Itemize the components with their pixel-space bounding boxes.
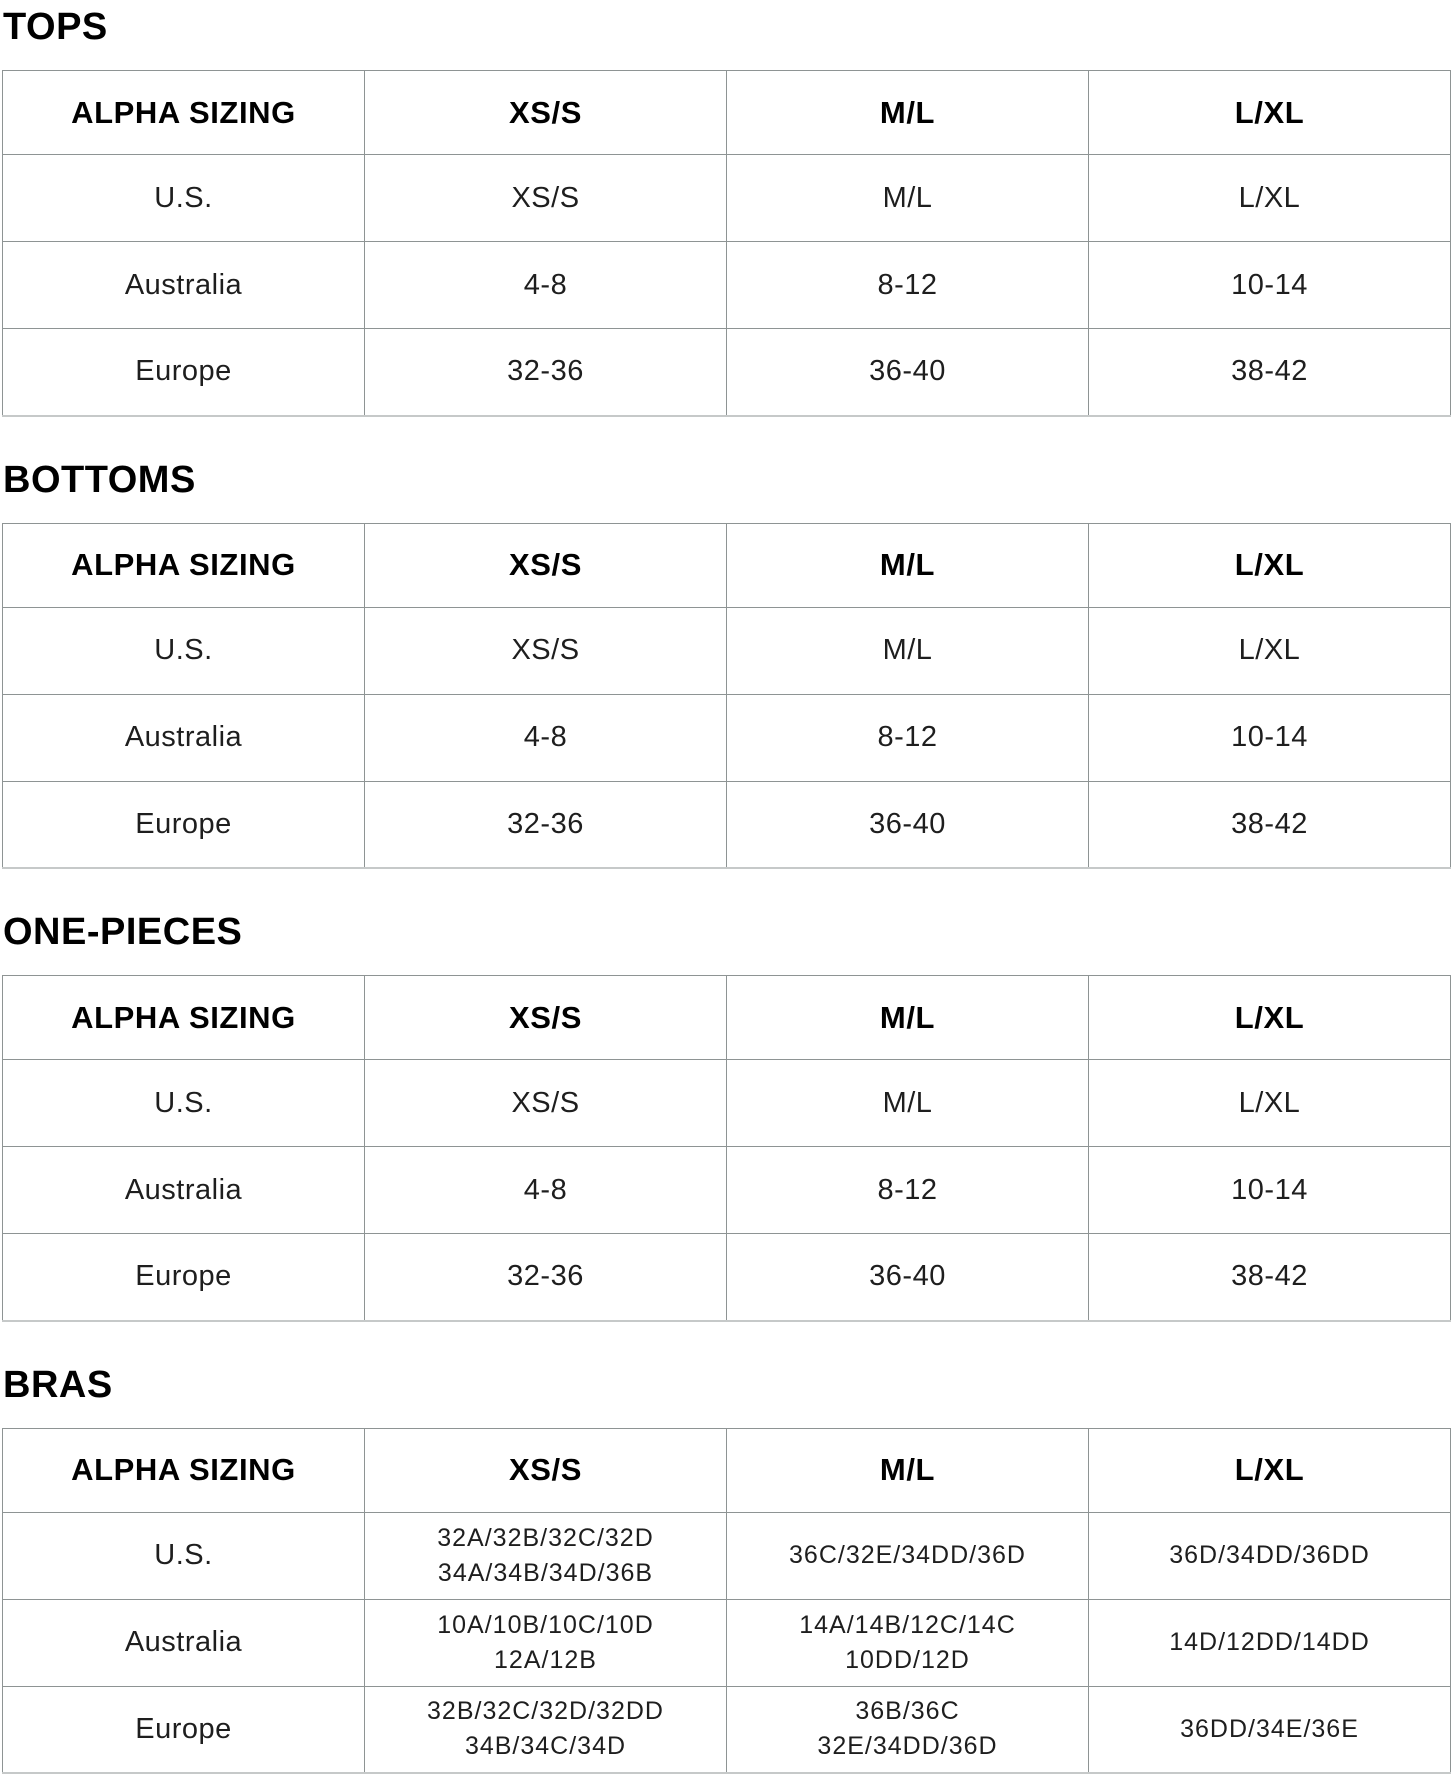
table-cell: 38-42 (1089, 329, 1451, 416)
table-header-row (3, 976, 1451, 1060)
section-bottoms (0, 459, 1451, 912)
column-header-alpha-sizing: ALPHA SIZING (3, 523, 365, 607)
section-bras (0, 1364, 1451, 1774)
table-cell: 4-8 (365, 694, 727, 781)
table-cell: 36-40 (727, 781, 1089, 868)
column-header-l-xl: L/XL (1089, 523, 1451, 607)
section-tops (0, 6, 1451, 459)
table-cell: 14D/12DD/14DD (1089, 1599, 1451, 1686)
section-title-bras: BRAS (0, 1364, 1451, 1406)
cell-line: 34B/34C/34D (365, 1729, 726, 1764)
column-header-xs-s: XS/S (365, 71, 727, 155)
row-label-europe: Europe (3, 1234, 365, 1321)
table-cell: 8-12 (727, 694, 1089, 781)
section-gap (0, 1322, 1451, 1364)
column-header-l-xl: L/XL (1089, 976, 1451, 1060)
cell-line: 12A/12B (365, 1643, 726, 1678)
table-row-europe (3, 1686, 1451, 1773)
table-cell (365, 1686, 727, 1773)
size-table-one-pieces (2, 975, 1451, 1322)
table-cell: L/XL (1089, 1060, 1451, 1147)
table-cell: 4-8 (365, 1147, 727, 1234)
table-row-australia (3, 1147, 1451, 1234)
table-cell: L/XL (1089, 155, 1451, 242)
section-title-tops: TOPS (0, 6, 1451, 48)
row-label-europe: Europe (3, 329, 365, 416)
cell-line: 34A/34B/34D/36B (365, 1556, 726, 1591)
section-title-one-pieces: ONE-PIECES (0, 911, 1451, 953)
table-cell (727, 1599, 1089, 1686)
table-row-europe (3, 329, 1451, 416)
table-cell: 38-42 (1089, 1234, 1451, 1321)
table-cell: 10-14 (1089, 242, 1451, 329)
table-cell (365, 1599, 727, 1686)
table-cell: 4-8 (365, 242, 727, 329)
column-header-alpha-sizing: ALPHA SIZING (3, 71, 365, 155)
table-cell: 8-12 (727, 242, 1089, 329)
column-header-xs-s: XS/S (365, 523, 727, 607)
table-cell: 38-42 (1089, 781, 1451, 868)
table-header-row (3, 71, 1451, 155)
row-label-australia: Australia (3, 1599, 365, 1686)
table-row-us (3, 1060, 1451, 1147)
table-cell: 32-36 (365, 1234, 727, 1321)
row-label-us: U.S. (3, 155, 365, 242)
row-label-us: U.S. (3, 1060, 365, 1147)
table-cell: 36-40 (727, 329, 1089, 416)
column-header-m-l: M/L (727, 71, 1089, 155)
cell-line: 32E/34DD/36D (727, 1729, 1088, 1764)
column-header-l-xl: L/XL (1089, 71, 1451, 155)
table-cell: 36-40 (727, 1234, 1089, 1321)
size-table-bras (2, 1428, 1451, 1774)
column-header-l-xl: L/XL (1089, 1428, 1451, 1512)
column-header-m-l: M/L (727, 976, 1089, 1060)
section-title-bottoms: BOTTOMS (0, 459, 1451, 501)
table-row-australia (3, 694, 1451, 781)
table-cell: 32-36 (365, 781, 727, 868)
table-cell: 8-12 (727, 1147, 1089, 1234)
table-row-australia (3, 1599, 1451, 1686)
table-row-us (3, 155, 1451, 242)
table-cell: 36C/32E/34DD/36D (727, 1512, 1089, 1599)
table-row-europe (3, 781, 1451, 868)
table-cell: XS/S (365, 155, 727, 242)
table-cell (365, 1512, 727, 1599)
table-header-row (3, 1428, 1451, 1512)
row-label-australia: Australia (3, 694, 365, 781)
table-cell: XS/S (365, 607, 727, 694)
cell-line: 10DD/12D (727, 1643, 1088, 1678)
column-header-m-l: M/L (727, 1428, 1089, 1512)
size-table-bottoms (2, 523, 1451, 870)
column-header-xs-s: XS/S (365, 1428, 727, 1512)
column-header-xs-s: XS/S (365, 976, 727, 1060)
row-label-australia: Australia (3, 242, 365, 329)
table-row-europe (3, 1234, 1451, 1321)
table-cell: M/L (727, 1060, 1089, 1147)
table-cell: L/XL (1089, 607, 1451, 694)
table-cell: M/L (727, 607, 1089, 694)
row-label-us: U.S. (3, 1512, 365, 1599)
column-header-m-l: M/L (727, 523, 1089, 607)
table-row-australia (3, 242, 1451, 329)
row-label-australia: Australia (3, 1147, 365, 1234)
table-cell (727, 1686, 1089, 1773)
cell-line: 36B/36C (727, 1694, 1088, 1729)
cell-line: 10A/10B/10C/10D (365, 1608, 726, 1643)
cell-line: 32A/32B/32C/32D (365, 1521, 726, 1556)
table-cell: 10-14 (1089, 694, 1451, 781)
table-cell: XS/S (365, 1060, 727, 1147)
table-row-us (3, 607, 1451, 694)
table-header-row (3, 523, 1451, 607)
row-label-us: U.S. (3, 607, 365, 694)
table-cell: 32-36 (365, 329, 727, 416)
cell-line: 32B/32C/32D/32DD (365, 1694, 726, 1729)
table-cell: 10-14 (1089, 1147, 1451, 1234)
section-one-pieces (0, 911, 1451, 1364)
size-table-tops (2, 70, 1451, 417)
row-label-europe: Europe (3, 1686, 365, 1773)
column-header-alpha-sizing: ALPHA SIZING (3, 976, 365, 1060)
section-gap (0, 417, 1451, 459)
table-cell: 36DD/34E/36E (1089, 1686, 1451, 1773)
table-cell: M/L (727, 155, 1089, 242)
table-row-us (3, 1512, 1451, 1599)
section-gap (0, 869, 1451, 911)
cell-line: 14A/14B/12C/14C (727, 1608, 1088, 1643)
table-cell: 36D/34DD/36DD (1089, 1512, 1451, 1599)
column-header-alpha-sizing: ALPHA SIZING (3, 1428, 365, 1512)
row-label-europe: Europe (3, 781, 365, 868)
